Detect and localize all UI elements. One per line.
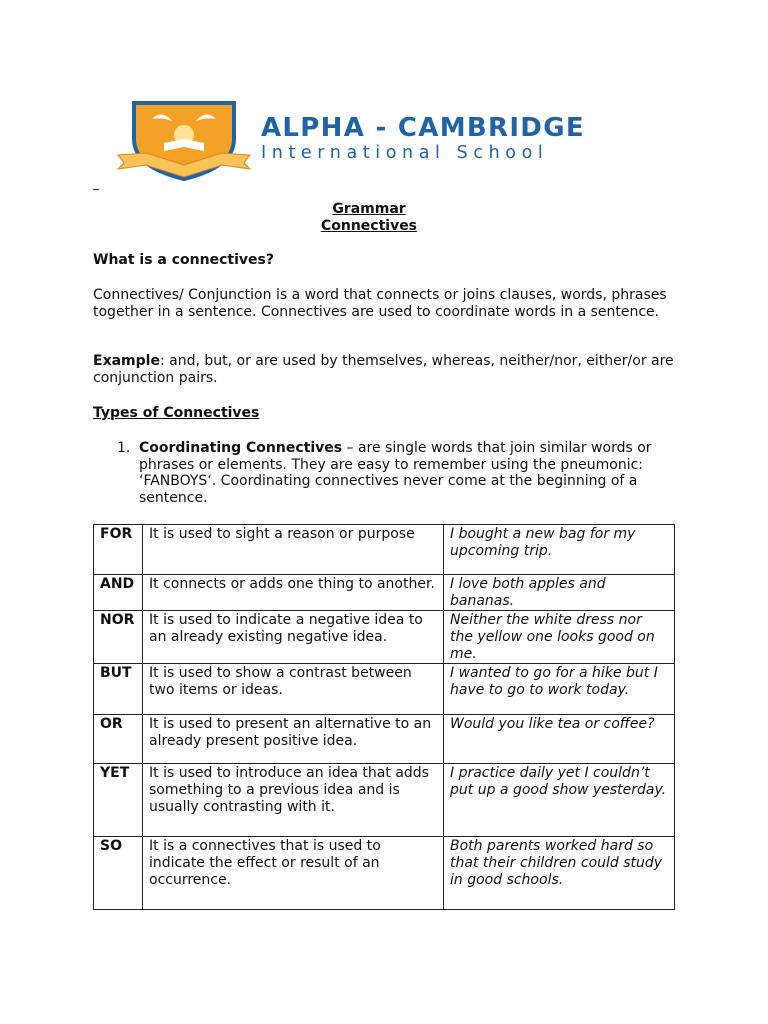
connective-description: It connects or adds one thing to another. (143, 575, 444, 611)
school-name: ALPHA - CAMBRIDGE (261, 113, 585, 143)
fanboys-table (93, 524, 675, 910)
connective-description: It is used to show a contrast between two items or ideas. (143, 664, 444, 715)
example-label: Example (93, 353, 160, 369)
connective-description: It is used to sight a reason or purpose (143, 525, 444, 575)
connective-example: I love both apples and bananas. (444, 575, 675, 611)
connective-description: It is used to indicate a negative idea to an already existing negative idea. (143, 611, 444, 664)
school-subtitle: International School (261, 143, 549, 163)
school-logo (116, 99, 626, 181)
title-connectives: Connectives (320, 218, 418, 234)
connective-word: SO (94, 837, 143, 910)
connective-example: Both parents worked hard so that their children could study in good schools. (444, 837, 675, 910)
table-row (94, 525, 675, 575)
table-row (94, 575, 675, 611)
stray-mark: _ (93, 176, 99, 190)
connective-description: It is a connectives that is used to indicate the effect or result of an occurrence. (143, 837, 444, 910)
table-row (94, 837, 675, 910)
types-heading: Types of Connectives (93, 405, 260, 421)
definition-paragraph: Connectives/ Conjunction is a word that connects or joins clauses, words, phrases together in a sentence. Connectives are used to coordinate words in a sentence. (93, 287, 667, 320)
connective-word: BUT (94, 664, 143, 715)
connective-example: Neither the white dress nor the yellow one looks good on me. (444, 611, 675, 664)
table-row (94, 764, 675, 837)
connective-description: It is used to introduce an idea that adds something to a previous idea and is usually contrasting with it. (143, 764, 444, 837)
connective-example: I bought a new bag for my upcoming trip. (444, 525, 675, 575)
connective-word: FOR (94, 525, 143, 575)
example-text: : and, but, or are used by themselves, whereas, neither/nor, either/or are conjunction pairs. (93, 353, 674, 386)
question-heading: What is a connectives? (93, 252, 274, 268)
crest-icon (116, 99, 256, 181)
example-paragraph (93, 353, 693, 386)
table-row (94, 611, 675, 664)
connective-example: I wanted to go for a hike but I have to go to work today. (444, 664, 675, 715)
table-row (94, 715, 675, 764)
connective-word: AND (94, 575, 143, 611)
connective-example: Would you like tea or coffee? (444, 715, 675, 764)
connective-word: OR (94, 715, 143, 764)
list-item (139, 440, 695, 506)
connective-word: NOR (94, 611, 143, 664)
connective-example: I practice daily yet I couldn’t put up a good show yesterday. (444, 764, 675, 837)
list-description: – are single words that join similar words or phrases or elements. They are easy to remember using the pneumonic: ‘FANBOYS‘. Coordinating connectives never come at the beginning of a sentence. (139, 440, 652, 506)
list-term: Coordinating Connectives (139, 440, 343, 456)
connective-word: YET (94, 764, 143, 837)
table-row (94, 664, 675, 715)
title-grammar: Grammar (332, 201, 406, 217)
list-number: 1. (117, 440, 131, 456)
connective-description: It is used to present an alternative to an already present positive idea. (143, 715, 444, 764)
